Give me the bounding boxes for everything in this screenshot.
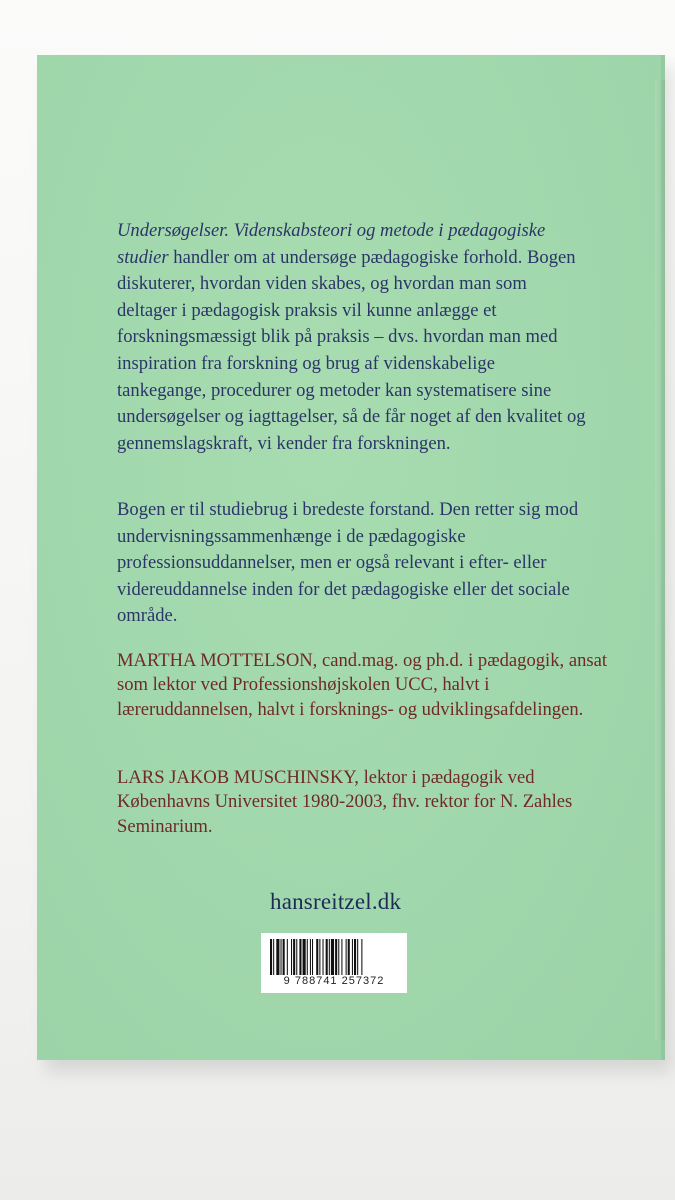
barcode-bar (293, 939, 295, 975)
barcode-bar (287, 939, 288, 975)
barcode-bar (276, 939, 279, 975)
description-text: handler om at undersøge pædagogiske forhold. Bogen diskuterer, hvordan viden skabes, og hvordan man som deltager i pædagogisk praksis vil kunne anlægge et forskningsmæssigt blik på praksis – dvs. hvordan man med inspiration fra forskning og brug af videnskabelige tankegange, procedurer og metoder kan systematisere sine undersøgelser og iagttagelser, så de får noget af den kvalitet og gennemslagskraft, vi kender fra forskningen. (117, 246, 586, 454)
barcode-bars (270, 939, 398, 975)
book-spine-edge (655, 80, 665, 1040)
barcode-bar (303, 939, 306, 975)
book-description (117, 218, 587, 457)
author-name: MARTHA MOTTELSON (117, 650, 313, 671)
barcode-bar (341, 939, 342, 975)
author-bio-muschinsky (117, 766, 617, 839)
barcode-bar (352, 939, 353, 975)
barcode-bar (335, 939, 337, 975)
barcode-number: 9 788741 257372 (283, 975, 385, 987)
barcode-bar (291, 939, 292, 975)
barcode-bar (326, 939, 328, 975)
author-bio-text: , lektor i pædagogik ved Københavns Universitet 1980-2003, fhv. rektor for N. Zahles Seminarium. (117, 767, 573, 837)
author-bio-mottelson (117, 649, 617, 722)
barcode-bar (319, 939, 320, 975)
barcode-bar (346, 939, 347, 975)
barcode-bar (312, 939, 313, 975)
study-use-paragraph: Bogen er til studiebrug i bredeste forstand. Den retter sig mod undervisningssammenhænge i de pædagogiske professionsuddannelser, men er også relevant i efter- eller videreuddannelse inden for det pædagogiske eller det sociale område. (117, 499, 579, 627)
author-name: LARS JAKOB MUSCHINSKY (117, 767, 355, 788)
book-title-italic: Undersøgelser. Videnskabsteori og metode i pædagogiske studier (117, 220, 546, 268)
barcode-bar (348, 939, 350, 975)
barcode-bar (283, 939, 285, 975)
barcode-bar (296, 939, 297, 975)
barcode-bar (338, 939, 339, 975)
barcode-bar (354, 939, 356, 975)
barcode-bar (329, 939, 330, 975)
barcode-bar (331, 939, 334, 975)
barcode-bar (307, 939, 308, 975)
barcode-bar (310, 939, 311, 975)
isbn-barcode (261, 933, 407, 993)
barcode-bar (316, 939, 318, 975)
publisher-website: hansreitzel.dk (270, 889, 402, 914)
barcode-bar (361, 939, 362, 975)
author-bio-text: , cand.mag. og ph.d. i pædagogik, ansat som lektor ved Professionshøjskolen UCC, halvt i læreruddannelsen, halvt i forsknings- og udviklingsafdelingen. (117, 650, 608, 720)
barcode-bar (323, 939, 324, 975)
barcode-bar (273, 939, 274, 975)
barcode-bar (299, 939, 301, 975)
barcode-bar (357, 939, 358, 975)
barcode-bar (281, 939, 282, 975)
barcode-bar (270, 939, 272, 975)
